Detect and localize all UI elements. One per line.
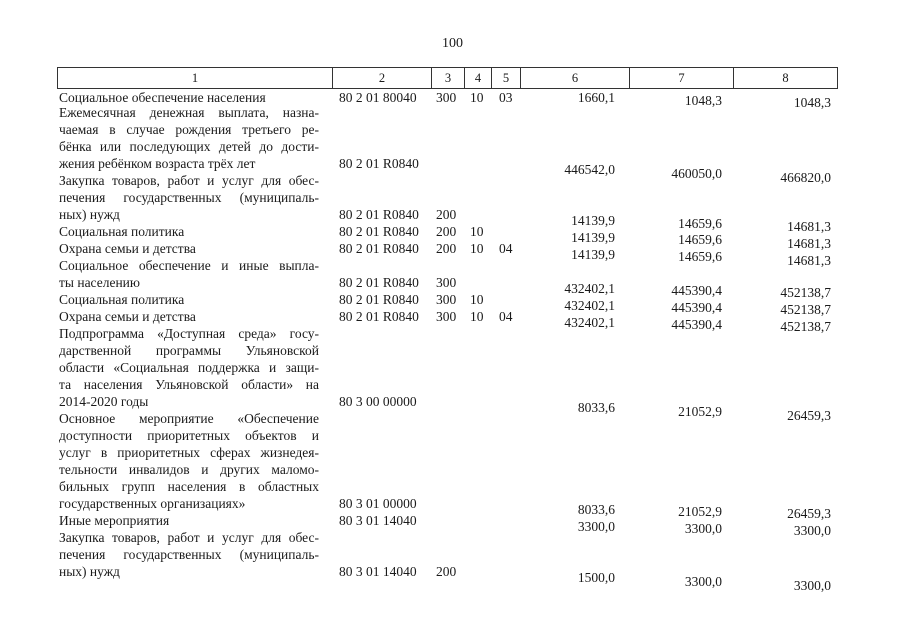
row-code: 80 3 01 14040 (339, 564, 417, 579)
table-row (0, 530, 905, 546)
row-value-7: 21052,9 (678, 504, 722, 519)
row-code: 80 2 01 R0840 (339, 207, 419, 222)
table-row (0, 190, 905, 206)
table-row (0, 547, 905, 563)
table-row (0, 326, 905, 342)
row-col-5: 04 (499, 309, 513, 324)
row-description: доступности приоритетных объектов и (59, 428, 319, 443)
table-row (0, 139, 905, 155)
row-code: 80 3 01 00000 (339, 496, 417, 511)
row-code: 80 2 01 R0840 (339, 156, 419, 171)
row-value-7: 1048,3 (684, 93, 722, 108)
row-description: тельности инвалидов и других маломо- (59, 462, 319, 477)
row-value-8: 452138,7 (780, 285, 831, 300)
row-description: дарственной программы Ульяновской (59, 343, 319, 358)
page-number: 100 (442, 36, 463, 51)
row-description: печения государственных (муниципаль- (59, 547, 319, 562)
row-value-6: 14139,9 (571, 230, 615, 245)
row-value-6: 14139,9 (571, 247, 615, 262)
table-row (0, 173, 905, 189)
row-value-6: 1660,1 (577, 90, 615, 105)
row-value-7: 460050,0 (671, 166, 722, 181)
row-col-3: 300 (436, 90, 457, 105)
table-header (57, 67, 838, 89)
row-description: чаемая в случае рождения третьего ре- (59, 122, 319, 137)
table-row (0, 122, 905, 138)
row-description: Социальная политика (59, 292, 185, 307)
row-code: 80 2 01 R0840 (339, 224, 419, 239)
header-col-3: 3 (431, 67, 465, 89)
row-description: бёнка или последующих детей до дости- (59, 139, 319, 154)
row-description: области «Социальная поддержка и защи- (59, 360, 319, 375)
row-value-7: 3300,0 (684, 521, 722, 536)
table-row (0, 343, 905, 359)
header-col-5: 5 (491, 67, 521, 89)
row-value-8: 466820,0 (780, 170, 831, 185)
header-col-6: 6 (520, 67, 630, 89)
row-value-8: 14681,3 (787, 236, 831, 251)
table-row (0, 258, 905, 274)
row-code: 80 2 01 R0840 (339, 275, 419, 290)
table-row (0, 564, 905, 593)
row-col-3: 200 (436, 241, 457, 256)
row-value-6: 432402,1 (564, 298, 615, 313)
row-col-3: 200 (436, 207, 457, 222)
row-col-3: 300 (436, 292, 457, 307)
row-description: Социальное обеспечение и иные выпла- (59, 258, 319, 273)
row-value-6: 432402,1 (564, 281, 615, 296)
row-value-8: 452138,7 (780, 302, 831, 317)
row-description: Закупка товаров, работ и услуг для обес- (59, 173, 319, 188)
row-description: та населения Ульяновской области» на (59, 377, 319, 392)
row-value-6: 14139,9 (571, 213, 615, 228)
row-value-6: 3300,0 (577, 519, 615, 534)
row-col-4: 10 (470, 309, 484, 324)
row-value-7: 14659,6 (678, 249, 722, 264)
row-value-6: 432402,1 (564, 315, 615, 330)
row-description: бильных групп населения в областных (59, 479, 319, 494)
row-description: Социальная политика (59, 224, 185, 239)
row-code: 80 3 01 14040 (339, 513, 417, 528)
row-description: Охрана семьи и детства (59, 241, 196, 256)
row-description: Основное мероприятие «Обеспечение (59, 411, 319, 426)
row-value-6: 446542,0 (564, 162, 615, 177)
row-value-7: 14659,6 (678, 232, 722, 247)
table-row (0, 105, 905, 121)
table-row (0, 377, 905, 393)
header-col-8: 8 (733, 67, 838, 89)
row-value-7: 3300,0 (684, 574, 722, 589)
row-description: Подпрограмма «Доступная среда» госу- (59, 326, 319, 341)
row-value-8: 14681,3 (787, 253, 831, 268)
row-description: Закупка товаров, работ и услуг для обес- (59, 530, 319, 545)
row-description: 2014-2020 годы (59, 394, 149, 409)
row-col-4: 10 (470, 90, 484, 105)
row-value-8: 452138,7 (780, 319, 831, 334)
row-description: ных) нужд (59, 207, 120, 222)
header-col-4: 4 (464, 67, 492, 89)
row-description: государственных организациях» (59, 496, 246, 511)
row-col-4: 10 (470, 241, 484, 256)
row-description: услуг в приоритетных сферах жизнедея- (59, 445, 319, 460)
row-value-6: 1500,0 (577, 570, 615, 585)
row-description: ты населению (59, 275, 140, 290)
row-col-3: 200 (436, 224, 457, 239)
row-code: 80 2 01 R0840 (339, 241, 419, 256)
header-col-2: 2 (332, 67, 432, 89)
header-col-7: 7 (629, 67, 734, 89)
row-col-5: 03 (499, 90, 513, 105)
row-code: 80 2 01 R0840 (339, 292, 419, 307)
row-description: жения ребёнком возраста трёх лет (59, 156, 256, 171)
table-row (0, 462, 905, 478)
row-col-5: 04 (499, 241, 513, 256)
row-description: ных) нужд (59, 564, 120, 579)
row-value-7: 445390,4 (671, 300, 722, 315)
row-value-8: 26459,3 (787, 408, 831, 423)
row-description: Ежемесячная денежная выплата, назна- (59, 105, 319, 120)
table-row (0, 479, 905, 495)
row-description: Иные мероприятия (59, 513, 170, 528)
row-col-4: 10 (470, 224, 484, 239)
table-row (0, 445, 905, 461)
row-description: печения государственных (муниципаль- (59, 190, 319, 205)
row-col-3: 200 (436, 564, 457, 579)
row-value-8: 14681,3 (787, 219, 831, 234)
row-value-8: 1048,3 (793, 95, 831, 110)
row-value-8: 3300,0 (793, 578, 831, 593)
table-row (0, 428, 905, 444)
row-value-7: 21052,9 (678, 404, 722, 419)
table-row (0, 90, 905, 110)
table-row (0, 411, 905, 427)
row-description: Охрана семьи и детства (59, 309, 196, 324)
row-code: 80 3 00 00000 (339, 394, 417, 409)
row-col-3: 300 (436, 275, 457, 290)
row-value-7: 14659,6 (678, 216, 722, 231)
table-row (0, 360, 905, 376)
row-value-6: 8033,6 (577, 400, 615, 415)
row-value-6: 8033,6 (577, 502, 615, 517)
row-value-7: 445390,4 (671, 283, 722, 298)
row-code: 80 2 01 80040 (339, 90, 417, 105)
row-value-7: 445390,4 (671, 317, 722, 332)
row-code: 80 2 01 R0840 (339, 309, 419, 324)
row-description: Социальное обеспечение населения (59, 90, 266, 105)
row-value-8: 26459,3 (787, 506, 831, 521)
row-col-3: 300 (436, 309, 457, 324)
row-col-4: 10 (470, 292, 484, 307)
row-value-8: 3300,0 (793, 523, 831, 538)
header-col-1: 1 (57, 67, 333, 89)
